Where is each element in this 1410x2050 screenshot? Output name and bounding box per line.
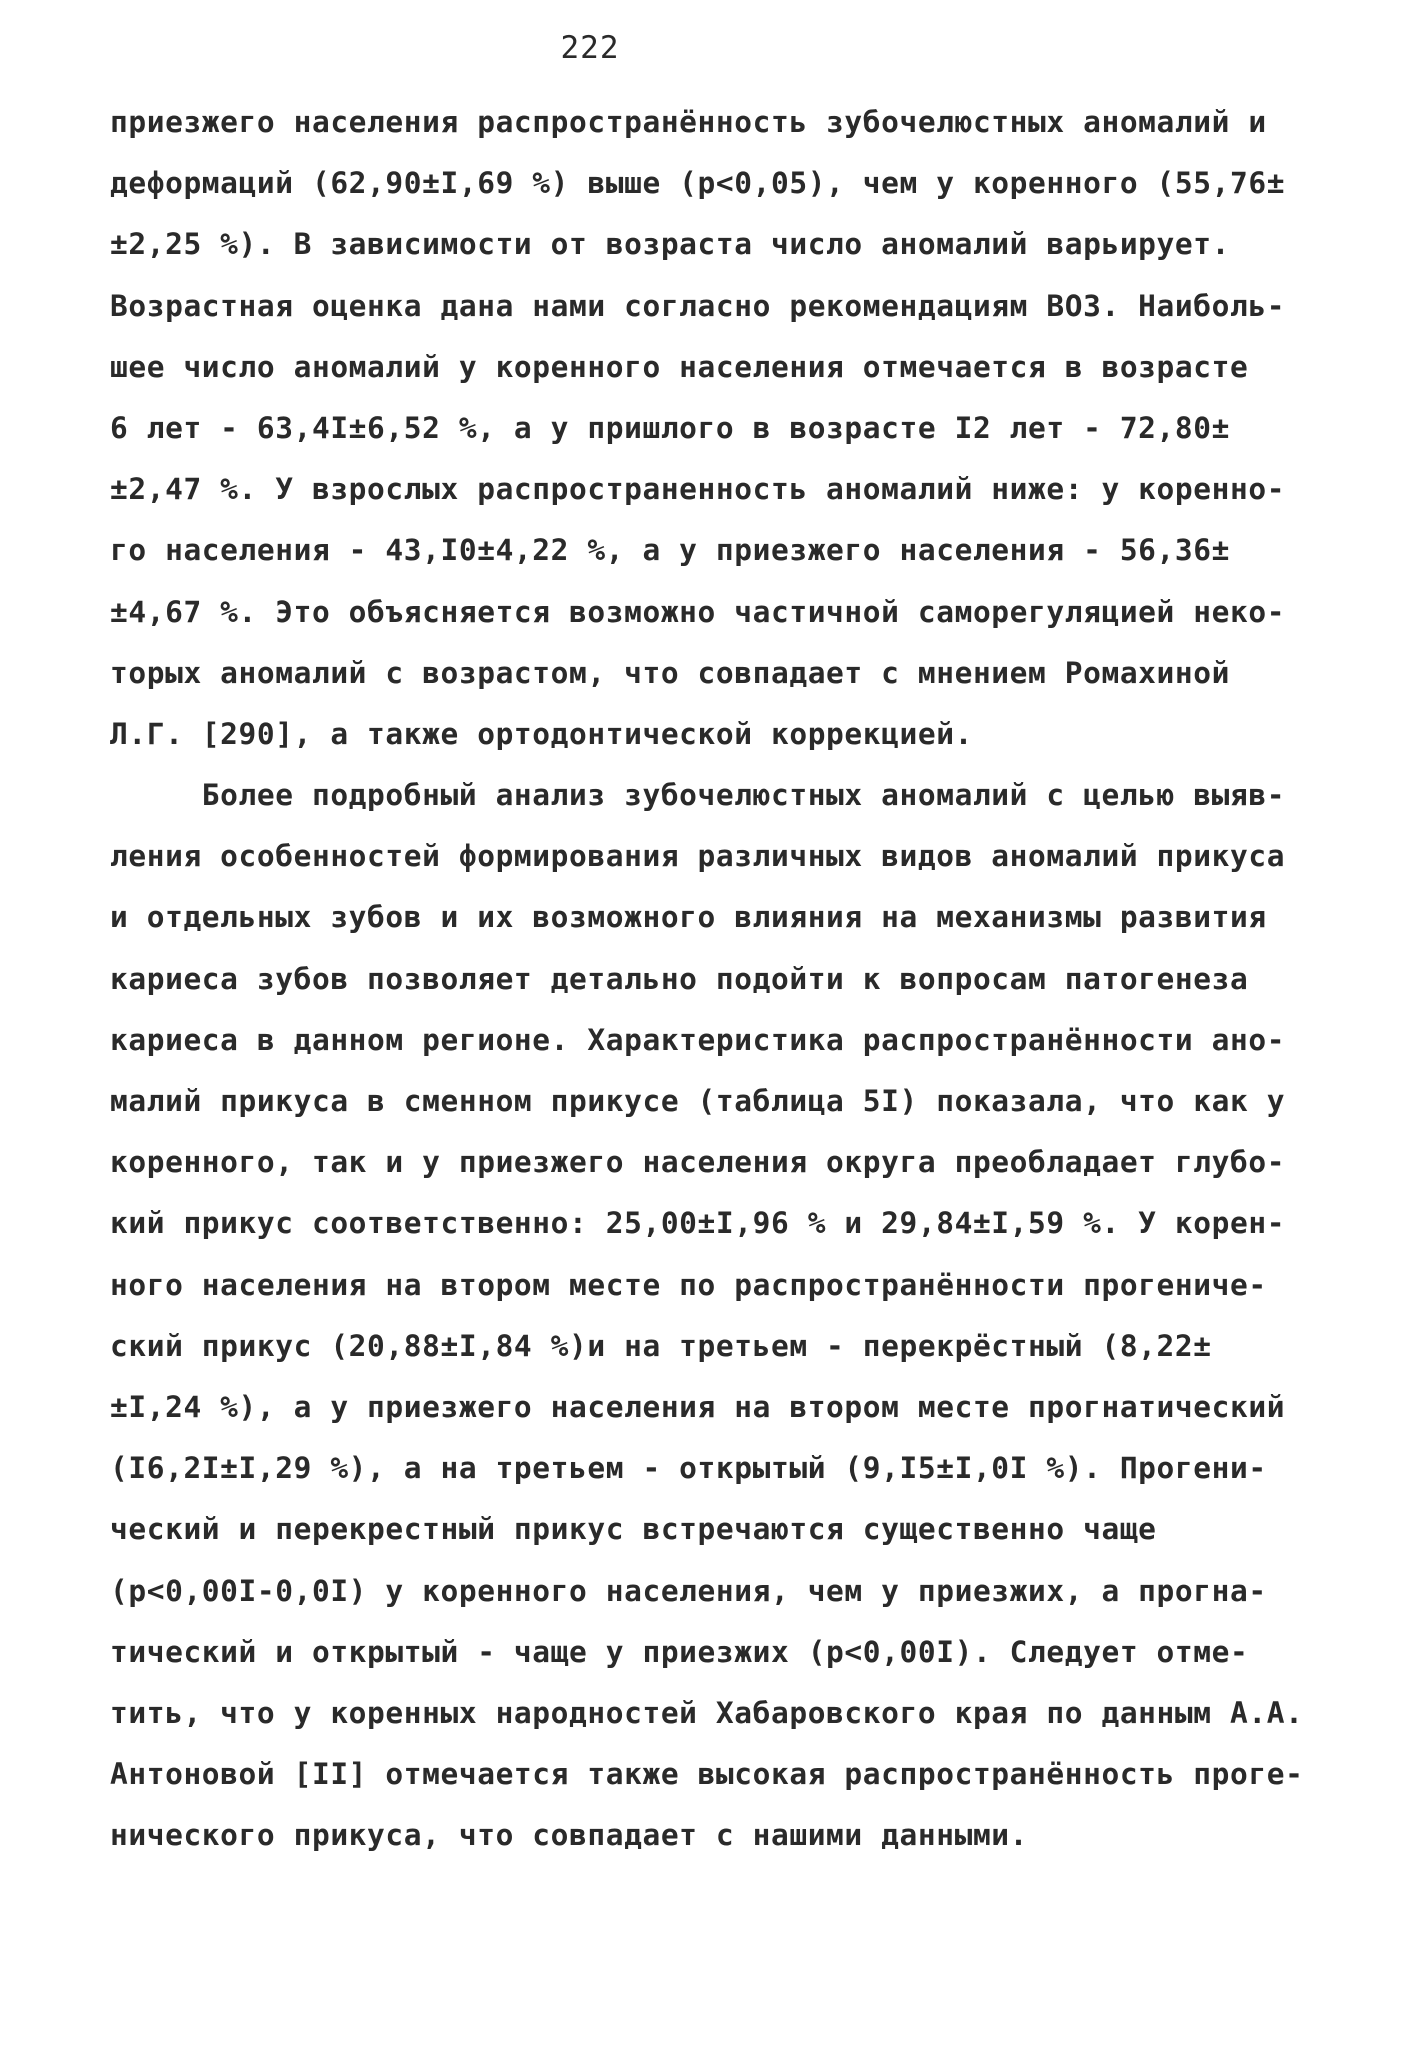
text-line: ления особенностей формирования различных видов аномалий прикуса: [110, 839, 1286, 874]
text-line: тить, что у коренных народностей Хабаровского края по данным А.А.: [110, 1695, 1304, 1730]
page-number: 222: [560, 30, 620, 66]
text-line: ного населения на втором месте по распространённости прогеничe-: [110, 1267, 1267, 1302]
text-line: нического прикуса, что совпадает с нашими данными.: [110, 1818, 1029, 1853]
text-line: коренного, так и у приезжего населения округа преобладает глубо-: [110, 1145, 1286, 1180]
text-line: ±2,47 %. У взрослых распространенность аномалий ниже: у коренно-: [110, 472, 1286, 507]
text-line: (р<0,00I-0,0I) у коренного населения, чем у приезжих, а прогна-: [110, 1573, 1267, 1608]
text-line: приезжего населения распространённость зубочелюстных аномалий и: [110, 105, 1267, 139]
text-line: Возрастная оценка дана нами согласно рекомендациям ВОЗ. Наиболь-: [110, 288, 1286, 323]
text-line: торых аномалий с возрастом, что совпадает с мнением Ромахиной: [110, 655, 1230, 690]
text-line: кий прикус соответственно: 25,00±I,96 % и 29,84±I,59 %. У корен-: [110, 1206, 1286, 1241]
text-line: ±4,67 %. Это объясняется возможно частичной саморегуляцией неко-: [110, 594, 1286, 629]
text-line: кариеса зубов позволяет детально подойти к вопросам патогенеза: [110, 961, 1249, 996]
text-line: 6 лет - 63,4I±6,52 %, а у пришлого в возрасте I2 лет - 72,80±: [110, 410, 1230, 445]
text-line: шее число аномалий у коренного населения отмечается в возрасте: [110, 349, 1249, 384]
text-line: Более подробный анализ зубочелюстных аномалий с целью выяв-: [110, 778, 1286, 813]
text-line: тический и открытый - чаще у приезжих (р<0,00I). Следует отме-: [110, 1634, 1249, 1669]
text-line: ский прикус (20,88±I,84 %)и на третьем - перекрёстный (8,22±: [110, 1328, 1212, 1363]
text-line: кариеса в данном регионе. Характеристика распространённости ано-: [110, 1022, 1286, 1057]
text-line: и отдельных зубов и их возможного влияния на механизмы развития: [110, 900, 1267, 935]
text-line: (I6,2I±I,29 %), а на третьем - открытый (9,I5±I,0I %). Прогени-: [110, 1451, 1267, 1486]
text-line: ческий и перекрестный прикус встречаются существенно чаще: [110, 1512, 1157, 1547]
text-line: Л.Г. [290], а также ортодонтической коррекцией.: [110, 716, 973, 751]
text-line: го населения - 43,I0±4,22 %, а у приезжего населения - 56,36±: [110, 533, 1230, 568]
text-line: ±2,25 %). В зависимости от возраста число аномалий варьирует.: [110, 227, 1230, 262]
body-text: [110, 92, 1340, 1866]
text-line: ±I,24 %), а у приезжего населения на втором месте прогнатический: [110, 1389, 1286, 1424]
text-line: Антоновой [II] отмечается также высокая распространённость проге-: [110, 1757, 1304, 1792]
text-line: деформаций (62,90±I,69 %) выше (р<0,05), чем у коренного (55,76±: [110, 166, 1286, 201]
text-line: малий прикуса в сменном прикусе (таблица 5I) показала, что как у: [110, 1084, 1286, 1118]
